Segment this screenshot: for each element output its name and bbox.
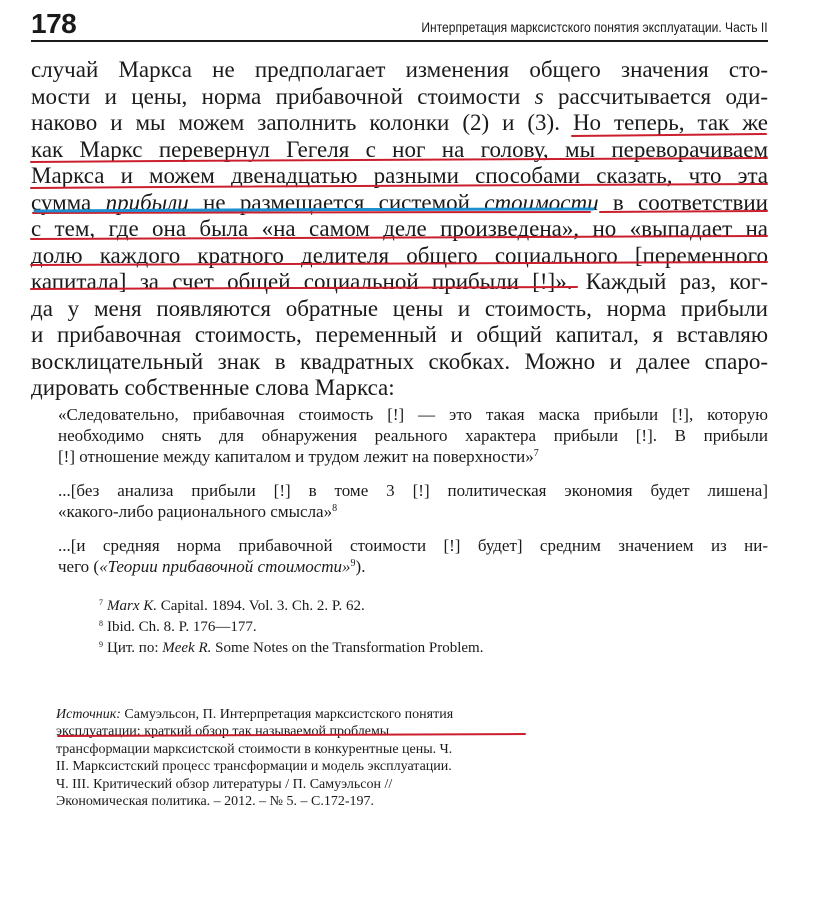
- quote-line: «какого-либо рационального смысла»$^8$: [58, 502, 338, 521]
- footnote-9: $^9$ Цит. по: Meek R. Some Notes on the Transformation Problem.: [99, 640, 484, 656]
- text-line: да у меня появляются обратные цены и стоимость, норма прибыли: [31, 295, 768, 321]
- text-line: капитала] за счет общей социальной прибыли [!]». Каждый раз, ког-: [31, 269, 768, 294]
- variable-s: s: [534, 83, 544, 109]
- source-citation: [56, 706, 526, 810]
- italic-book-title: «Теории прибавочной стоимости»: [99, 557, 351, 576]
- quote-line: [!] отношение между капиталом и трудом лежит на поверхности»$^7$: [58, 447, 539, 466]
- quote-line: ...[и средняя норма прибавочной стоимости [!] будет] средним значением из ни-: [58, 536, 768, 555]
- source-line: Источник: Самуэльсон, П. Интерпретация марксистского понятия: [56, 707, 454, 722]
- text-line: дировать собственные слова Маркса:: [31, 375, 395, 400]
- text-line: мости и цены, норма прибавочной стоимости s рассчитывается оди-: [31, 83, 768, 109]
- text-line: долю каждого кратного делителя общего социального [переменного: [31, 242, 768, 268]
- italic-value: стоимости: [484, 189, 599, 215]
- source-label: Источник:: [56, 707, 121, 722]
- text-line: восклицательный знак в квадратных скобках. Можно и далее спаро-: [31, 348, 768, 374]
- footnote-ref: 9: [350, 558, 356, 569]
- page-header: [31, 8, 768, 42]
- quote-1: [58, 404, 768, 467]
- source-line: II. Марксистский процесс трансформации и модель эксплуатации.: [56, 759, 452, 775]
- quote-2: [58, 480, 768, 522]
- text-line: с тем, где она была «на самом деле произведена», но «выпадает на: [31, 216, 768, 241]
- footnote-7: $^7$ Marx K. Capital. 1894. Vol. 3. Ch. 2. P. 62.: [99, 598, 365, 614]
- text-line: случай Маркса не предполагает изменения общего значения сто-: [31, 57, 768, 82]
- quote-line: чего («Теории прибавочной стоимости»$^9$).: [58, 557, 366, 576]
- quote-line: ...[без анализа прибыли [!] в томе 3 [!] политическая экономия будет лишена]: [58, 481, 768, 500]
- footnote-8: $^8$ Ibid. Ch. 8. P. 176—177.: [99, 619, 257, 635]
- text-line: Маркса и можем двенадцатью разными способами сказать, что эта: [31, 163, 768, 188]
- main-paragraph: [31, 57, 768, 402]
- quote-line: «Следовательно, прибавочная стоимость [!] — это такая маска прибыли [!], которую: [58, 405, 768, 424]
- footnotes: [99, 596, 483, 659]
- text-line: наково и мы можем заполнить колонки (2) и (3). Но теперь, так же: [31, 110, 768, 135]
- running-title: Интерпретация марксистского понятия эксплуатации. Часть II: [421, 19, 768, 35]
- footnote-ref: 8: [332, 503, 338, 514]
- text-line: как Маркс перевернул Гегеля с ног на голову, мы переворачиваем: [31, 136, 768, 162]
- source-line: Ч. III. Критический обзор литературы / П. Самуэльсон //: [56, 776, 393, 792]
- quote-line: необходимо снять для обнаружения реального характера прибыли [!]. В прибыли: [58, 426, 768, 445]
- italic-profit: прибыли: [105, 189, 189, 215]
- text-line: и прибавочная стоимость, переменный и общий капитал, я вставляю: [31, 322, 768, 347]
- source-line: трансформации марксистской стоимости в конкурентные цены. Ч.: [56, 741, 453, 757]
- page-number: 178: [31, 8, 77, 39]
- footnote-ref: 7: [533, 448, 539, 459]
- source-line: эксплуатации: краткий обзор так называемой проблемы: [56, 724, 390, 740]
- quote-3: [58, 535, 768, 577]
- text-line: сумма прибыли не размещается системой стоимости в соответствии: [31, 189, 768, 215]
- source-line: Экономическая политика. – 2012. – № 5. – С.172-197.: [56, 793, 375, 809]
